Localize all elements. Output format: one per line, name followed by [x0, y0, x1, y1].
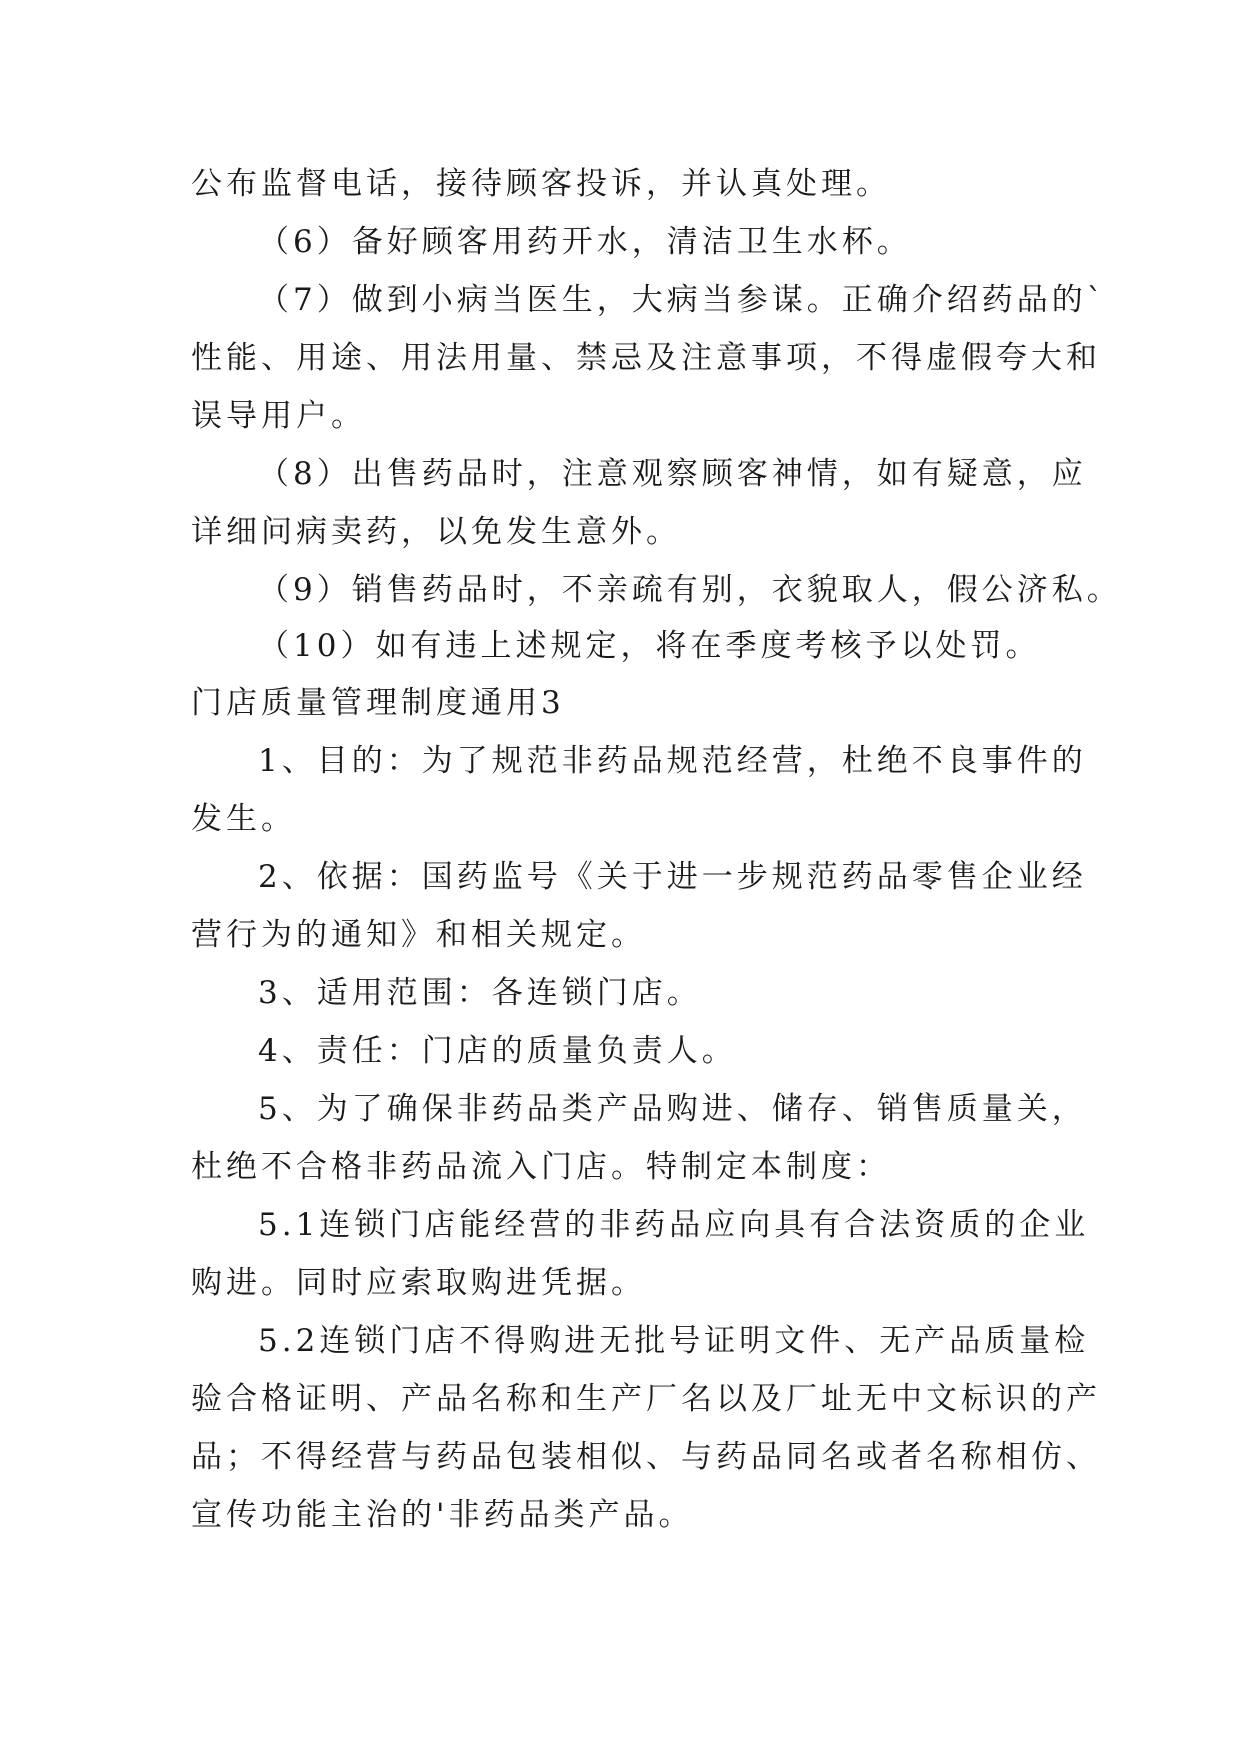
- paragraph-line: 3、适用范围：各连锁门店。: [258, 975, 702, 1011]
- paragraph-line: 发生。: [191, 801, 296, 837]
- paragraph-line: 5.2连锁门店不得购进无批号证明文件、无产品质量检: [258, 1323, 1090, 1359]
- paragraph-line: 公布监督电话，接待顾客投诉，并认真处理。: [191, 166, 891, 202]
- paragraph-line: 详细问病卖药，以免发生意外。: [191, 514, 681, 550]
- paragraph-line: 5.1连锁门店能经营的非药品应向具有合法资质的企业: [258, 1207, 1090, 1243]
- paragraph-line: 性能、用途、用法用量、禁忌及注意事项，不得虚假夸大和: [191, 340, 1101, 376]
- paragraph-line: 误导用户。: [191, 398, 366, 434]
- paragraph-line: 2、依据：国药监号《关于进一步规范药品零售企业经: [258, 859, 1087, 895]
- paragraph-line: 宣传功能主治的'非药品类产品。: [191, 1497, 694, 1533]
- paragraph-line: 1、目的：为了规范非药品规范经营，杜绝不良事件的: [258, 743, 1087, 779]
- paragraph-line: （10）如有违上述规定，将在季度考核予以处罚。: [258, 628, 1041, 664]
- paragraph-line: 5、为了确保非药品类产品购进、储存、销售质量关，: [258, 1091, 1087, 1127]
- paragraph-line: （7）做到小病当医生，大病当参谋。正确介绍药品的`: [258, 282, 1107, 318]
- paragraph-line: 购进。同时应索取购进凭据。: [191, 1265, 646, 1301]
- paragraph-line: 4、责任：门店的质量负责人。: [258, 1033, 737, 1069]
- paragraph-line: 杜绝不合格非药品流入门店。特制定本制度：: [191, 1149, 891, 1185]
- paragraph-line: （8）出售药品时，注意观察顾客神情，如有疑意，应: [258, 456, 1087, 492]
- paragraph-line: （6）备好顾客用药开水，清洁卫生水杯。: [258, 224, 912, 260]
- section-heading: 门店质量管理制度通用3: [191, 685, 565, 721]
- paragraph-line: 营行为的通知》和相关规定。: [191, 917, 646, 953]
- paragraph-line: （9）销售药品时，不亲疏有别，衣貌取人，假公济私。: [258, 572, 1122, 608]
- paragraph-line: 品；不得经营与药品包装相似、与药品同名或者名称相仿、: [191, 1439, 1101, 1475]
- paragraph-line: 验合格证明、产品名称和生产厂名以及厂址无中文标识的产: [191, 1381, 1101, 1417]
